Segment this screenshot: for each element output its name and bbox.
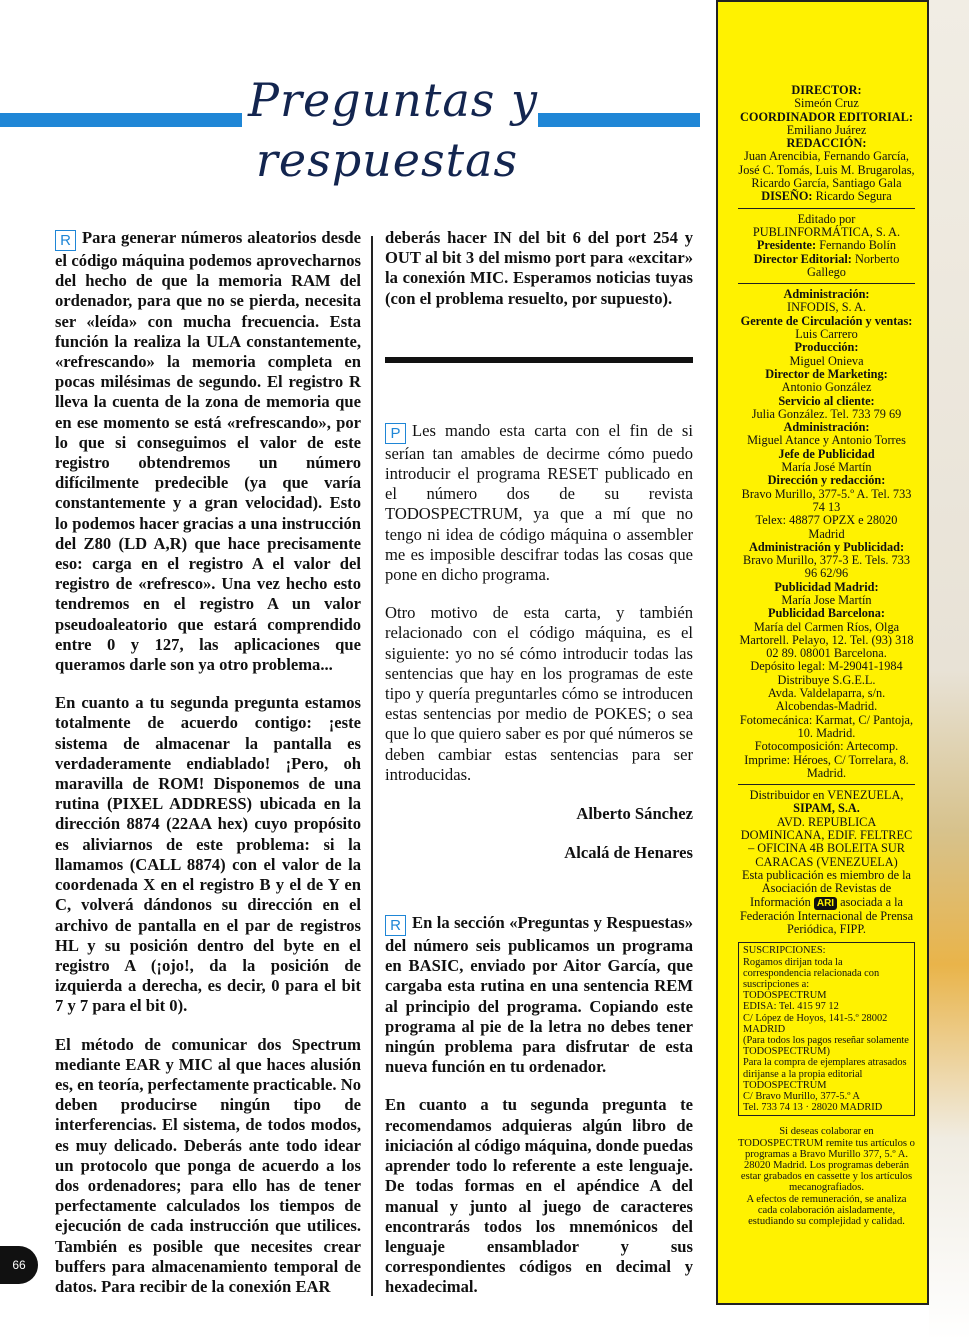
customer-service: Julia González. Tel. 733 79 69 (751, 406, 902, 421)
answer-paragraph-4: R En la sección «Preguntas y Respuestas» del número seis publicamos un programa en BASIC, enviado por Aitor García, que cargaba esta rutina en una sentencia REM al principio del programa. Copiando este programa al pie de la letra no debes tener ningún problema para disfrutar de esta nueva función en tu ordenador. (385, 913, 693, 1077)
venezuela-distributor-address: AVD. REPUBLICA DOMINICANA, EDIF. FELTREC – OFICINA 4B BOLEITA SUR CARACAS (VENEZUELA) (740, 814, 913, 869)
answer-paragraph-2: En cuanto a tu segunda pregunta estamos totalmente de acuerdo contigo: ¡este sistema de almacenar la pantalla es verdaderamente endiablado! ¡Pero, oh maravilla de ROM! Disponemos de una rutina (PIXEL ADDRESS) ubicada en la dirección 8874 (22AA hex) cuyo propósito es aliviarnos de este problema: si la llamamos (CALL 8874) con el valor de la coordenada X en el registro B y el de Y en C, volverá dándonos su dirección en el archivo de pantalla en el par de registros HL y su posición dentro del byte en el registro A (¡ojo!, da la posición de izquierda a derecha, es decir, 0 para el bit 7 y 7 para el bit 0). (55, 693, 361, 1016)
signature-name: Alberto Sánchez (576, 804, 693, 824)
answer-paragraph-1: R Para generar números aleatorios desde el código máquina podemos aprovecharnos del hecho de que la memoria RAM del ordenador, para que no se pierda, necesita ser «leída» con mucha frecuencia. Esta función la realiza la ULA constantemente, «refrescando» la memoria completa en pocas milésimas de segundo. El registro R lleva la cuenta de la zona de memoria que en ese momento se está «refrescando», por lo que si conseguimos el valor de este registro obtendremos un número difícilmente predecible (ya que varía constantemente y a gran velocidad). Esto lo podemos hacer gracias a una instrucción del Z80 (LD A,R) que hace precisamente eso: carga en el registro A el valor del registro de «refresco». Una vez hecho esto tendremos en el registro A un valor pseudoaleatorio que estará comprendido entre 0 y 127, las aplicaciones que queramos darle son ya otro problema... (55, 228, 361, 675)
editorial-staff-label: REDACCIÓN: (786, 136, 867, 151)
subscriptions-name: TODOSPECTRUM (743, 990, 827, 1002)
administration-label: Administración: (783, 287, 870, 302)
back-issues-phone: Tel. 733 74 13 · 28020 MADRID (743, 1102, 883, 1114)
president-credit: Presidente: Fernando Bolín (756, 238, 897, 253)
subscriptions-address: C/ López de Hoyos, 141-5.º 28002 MADRID (743, 1012, 888, 1035)
subscriptions-phone: EDISA: Tel. 415 97 12 (743, 1001, 839, 1013)
answer-paragraph-3: El método de comunicar dos Spectrum mediante EAR y MIC al que haces alusión es, en teoría, perfectamente practicable. No deben producirse ningún tipo de interferencias. El sistema, de todos modos, es muy delicado. Deberás ante todo idear un protocolo que ponga de acuerdo a los dos ordenadores; para ello has de tener perfectamente calculados los tiempos de ejecución de cada instrucción que utilices. También es posible que necesites crear buffers para almacenamiento temporal de datos. Para recibir de la conexión EAR (55, 1034, 361, 1296)
production: Miguel Onieva (789, 353, 864, 368)
admin-advertising: Bravo Murillo, 377-3 E. Tels. 733 96 62/96 (743, 553, 910, 581)
customer-service-label: Servicio al cliente: (778, 393, 875, 408)
page-title: Preguntas y respuestas (150, 70, 630, 130)
administration-2: Miguel Atance y Antonio Torres (747, 433, 906, 448)
venezuela-distributor-label: Distribuidor en VENEZUELA, (749, 788, 904, 803)
madrid-advertising: María Jose Martín (781, 592, 872, 607)
collaboration-note (738, 1126, 915, 1227)
credits-box (716, 0, 929, 1305)
collaboration-text: Si deseas colaborar en TODOSPECTRUM remite tus artículos o programas a Bravo Murillo 377, 5.º A. 28020 Madrid. Los programas deberán estar grabados en cassette y los artículos mecanografiados. (738, 1126, 915, 1194)
published-by-label: Editado por (797, 211, 856, 226)
answer-marker-icon: R (385, 915, 406, 936)
question-paragraph-2: Otro motivo de esta carta, y también relacionado con el código máquina, es el siguiente: yo no sé cómo introducir todas las sentencias que hay en los programas de este tipo y quería preguntarles cómo se introducen estas sentencias por medio de POKES; o sea que lo que quiero saber es por qué números se deben cambiar estas sentencias para ser introducidas. (385, 603, 693, 784)
credits-content (738, 84, 915, 1227)
question-paragraph-1: P Les mando esta carta con el fin de si serían tan amables de decirme cómo puedo introducir el programa RESET publicado en el número dos de su revista TODOSPECTRUM, ya que a mí que no tengo ni idea de código máquina o assembler me es imposible descifrar todas las cosas que pone en dicho programa. (385, 420, 693, 585)
design-credit: DISEÑO: Ricardo Segura (761, 189, 892, 204)
publisher: PUBLINFORMÁTICA, S. A. (752, 224, 901, 239)
subscriptions-note: (Para todos los pagos reseñar solamente TODOSPECTRUM) (743, 1035, 909, 1058)
column-left (55, 228, 361, 1315)
signature-city: Alcalá de Henares (564, 843, 693, 863)
association-membership: Esta publicación es miembro de la Asociación de Revistas de Información ARI asociada a la Federación Internacional de Prensa Periódica, FIPP. (739, 867, 914, 937)
administration-2-label: Administración: (783, 420, 870, 435)
printer: Imprime: Héroes, C/ Torrelara, 8. Madrid. (744, 752, 909, 780)
director-label: DIRECTOR: (791, 83, 862, 97)
director: Simeón Cruz (794, 96, 859, 111)
marketing: Antonio González (781, 380, 872, 395)
telex: Telex: 48877 OPZX e 28020 Madrid (755, 513, 898, 541)
coordinator-label: COORDINADOR EDITORIAL: (740, 109, 913, 124)
madrid-advertising-label: Publicidad Madrid: (774, 579, 879, 594)
page-number: 66 (0, 1246, 38, 1284)
credits-separator (738, 784, 915, 785)
editorial-director-credit: Director Editorial: Norberto Gallego (753, 251, 900, 279)
barcelona-advertising-label: Publicidad Barcelona: (768, 606, 885, 621)
credits-separator (738, 208, 915, 209)
legal-deposit: Depósito legal: M-29041-1984 (750, 659, 903, 674)
back-issues-name: TODOSPECTRUM (743, 1079, 827, 1091)
answer-marker-icon: R (55, 230, 76, 251)
subscriptions-title: SUSCRIPCIONES: (743, 945, 826, 957)
editorial-staff: Juan Arencibia, Fernando García, José C. Tomás, Luis M. Brugarolas, Ricardo García, Santiago Gala (738, 149, 915, 191)
ari-logo-icon: ARI (814, 897, 837, 910)
production-label: Producción: (794, 340, 859, 355)
distributor: Distribuye S.G.E.L. (777, 672, 876, 687)
answer-continuation: deberás hacer IN del bit 6 del port 254 y OUT al bit 3 del mismo port para «excitar» la conexión MIC. Esperamos noticias tuyas (con el problema resuelto, por supuesto). (385, 228, 693, 308)
marketing-label: Director de Marketing: (765, 366, 888, 381)
coordinator: Emiliano Juárez (786, 122, 867, 137)
typesetting: Fotocomposición: Artecomp. (754, 739, 899, 754)
advertising: María José Martín (781, 460, 872, 475)
subscriptions-box (738, 942, 915, 1116)
column-right (385, 228, 693, 1316)
subscriptions-text: Rogamos dirijan toda la correspondencia relacionada con suscripciones a: (743, 956, 880, 991)
circulation-manager-label: Gerente de Circulación y ventas: (740, 313, 913, 328)
remuneration-text: A efectos de remuneración, se analiza cada colaboración aisladamente, estudiando su complejidad y calidad. (746, 1193, 907, 1228)
circulation-manager: Luis Carrero (795, 327, 858, 342)
question-marker-icon: P (385, 423, 406, 444)
admin-advertising-label: Administración y Publicidad: (748, 539, 905, 554)
column-divider (371, 236, 373, 1296)
address: Bravo Murillo, 377-5.º A. Tel. 733 74 13 (741, 486, 912, 514)
photomechanics: Fotomecánica: Karmat, C/ Pantoja, 10. Madrid. (739, 712, 914, 740)
distributor-address: Avda. Valdelaparra, s/n. Alcobendas-Madrid. (767, 686, 886, 714)
administration: INFODIS, S. A. (787, 300, 866, 315)
credits-separator (738, 283, 915, 284)
barcelona-advertising: María del Carmen Ríos, Olga Martorell. Pelayo, 12. Tel. (93) 318 02 89. 08001 Barcelona. (739, 619, 914, 661)
back-issues-address: C/ Bravo Murillo, 377-5.º A (743, 1091, 860, 1103)
back-issues-text: Para la compra de ejemplares atrasados dirijanse a la propia editorial (743, 1057, 907, 1080)
advertising-label: Jefe de Publicidad (778, 446, 875, 461)
venezuela-distributor: SIPAM, S.A. (793, 801, 860, 816)
answer-paragraph-5: En cuanto a tu segunda pregunta te recomendamos adquieras algún libro de iniciación al código máquina, donde puedas aprender todo lo referente a este lenguaje. De todas formas en el apéndice A del manual y junto al juego de caracteres encontrarás todos los mnemónicos del lenguaje ensamblador y sus correspondientes códigos en decimal y hexadecimal. (385, 1095, 693, 1297)
address-label: Dirección y redacción: (767, 473, 886, 488)
signature (385, 803, 693, 863)
adjacent-page-edge (929, 0, 969, 1340)
section-divider (385, 357, 693, 363)
